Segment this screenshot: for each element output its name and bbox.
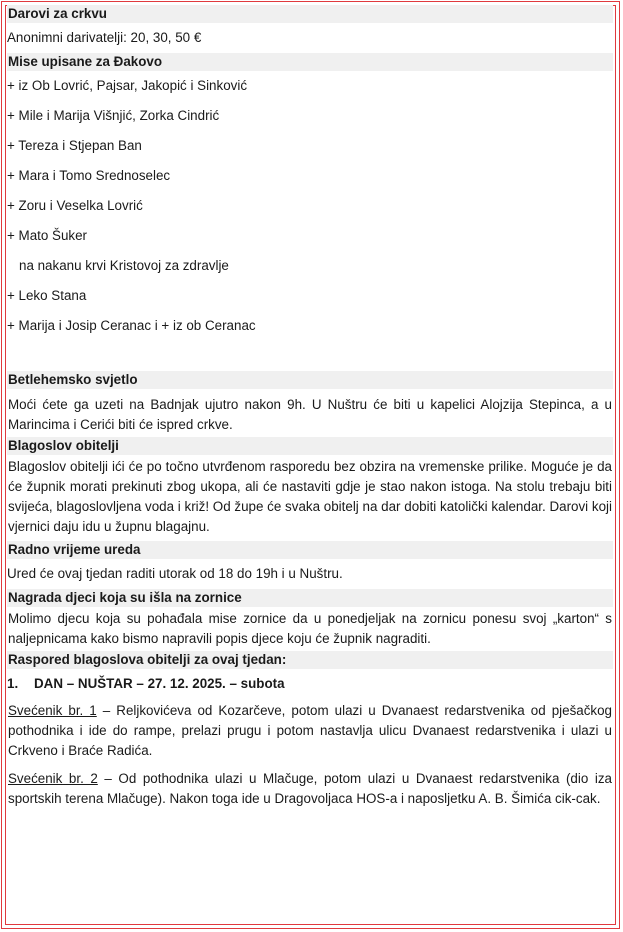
mise-item: na nakanu krvi Kristovoj za zdravlje — [19, 258, 229, 273]
svecenik2-text: – Od pothodnika ulazi u Mlačuge, potom ulazi u Dvanaest redarstvenika (dio iza sportskih terena Mlačuge). Nakon toga ide u Dragovoljaca HOS-a i naposljetku A. B. Šimića cik-cak. — [8, 771, 612, 806]
mise-item: + Mato Šuker — [7, 228, 88, 243]
day-line — [7, 669, 613, 699]
mise-item: + Leko Stana — [7, 288, 87, 303]
svecenik2-label: Svećenik br. 2 — [8, 771, 98, 786]
heading-nagrada: Nagrada djeci koja su išla na zornice — [7, 589, 613, 607]
blagoslov-text: Blagoslov obitelji ići će po točno utvrđenom rasporedu bez obzira na vremenske prilike. Moguće je da će župnik morati prekinuti zbog ukopa, ali će nastaviti gdje je stao nakon istoga. Na stolu trebaju biti svijeća, blagoslovljena voda i križ! Od župe će svaka obitelj na dar dobiti katolički kalendar. Darovi koji vjernici daju idu u župnu blagajnu. — [8, 459, 612, 534]
betlehem-text: Moći ćete ga uzeti na Badnjak ujutro nakon 9h. U Nuštru će biti u kapelici Alojzija Stepinca, a u Marincima i Cerići biti će ispred crkve. — [8, 397, 612, 432]
heading-mise: Mise upisane za Đakovo — [7, 53, 613, 71]
ured-line: Ured će ovaj tjedan raditi utorak od 18 do 19h i u Nuštru. — [7, 566, 343, 581]
svecenik1-paragraph — [7, 701, 613, 761]
heading-darovi: Darovi za crkvu — [7, 5, 613, 23]
day-text: DAN – NUŠTAR – 27. 12. 2025. – subota — [34, 676, 285, 691]
darovi-line: Anonimni darivatelji: 20, 30, 50 € — [7, 30, 202, 45]
mise-item: + Marija i Josip Ceranac i + iz ob Ceranac — [7, 318, 256, 333]
day-number: 1. — [7, 676, 19, 691]
heading-blagoslov: Blagoslov obitelji — [7, 437, 613, 455]
svecenik1-label: Svećenik br. 1 — [8, 703, 97, 718]
heading-raspored: Raspored blagoslova obitelji za ovaj tjedan: — [7, 651, 613, 669]
heading-betlehem: Betlehemsko svjetlo — [7, 371, 613, 389]
heading-ured: Radno vrijeme ureda — [7, 541, 613, 559]
blank-line — [7, 341, 613, 371]
svecenik2-paragraph — [7, 769, 613, 809]
nagrada-text: Molimo djecu koja su pohađala mise zornice da u ponedjeljak na zornicu ponesu svoj „karton“ s naljepnicama kako bismo napravili popis djece koju će župnik nagraditi. — [8, 611, 612, 646]
mise-item: + Mara i Tomo Srednoselec — [7, 168, 171, 183]
mise-item: + Mile i Marija Višnjić, Zorka Cindrić — [7, 108, 220, 123]
mise-item: + Tereza i Stjepan Ban — [7, 138, 142, 153]
mise-item: + Zoru i Veselka Lovrić — [7, 198, 143, 213]
document-page — [7, 5, 613, 809]
mise-item: + iz Ob Lovrić, Pajsar, Jakopić i Sinković — [7, 78, 248, 93]
svecenik1-text: – Reljkovićeva od Kozarčeve, potom ulazi u Dvanaest redarstvenika od pješačkog pothodnika i ide do rampe, prelazi prugu i potom nastavlja ulicu Dvanaest redarstvenika i ulazi u Crkveno i Braće Radića. — [8, 703, 612, 758]
